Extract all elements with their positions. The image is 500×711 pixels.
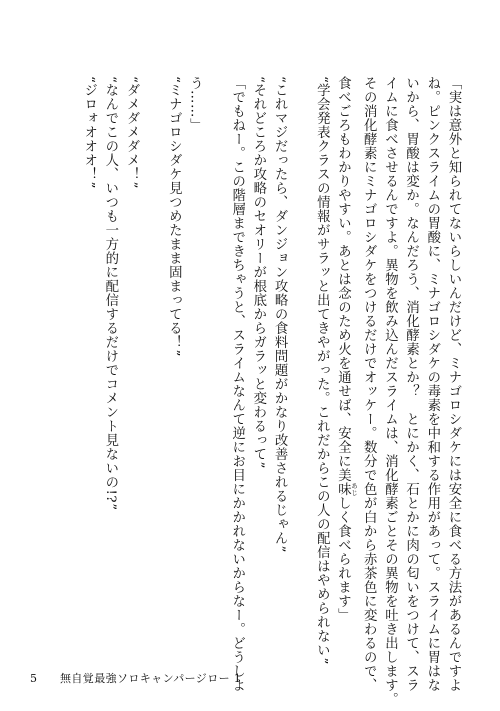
text-line: “それどころか攻略のセオリーが根底からガラッと変わるって” [250, 76, 266, 469]
ruby-reading: あじ [349, 482, 358, 496]
text-line: “ダメダメダメ！” [124, 76, 140, 189]
text-segment: 食べごろもわかりやすい。あとは念のため火を通せば、安全に美 [335, 76, 351, 482]
text-line: その消化酵素にミナゴロシダケをつけるだけでオッケー。数分で色が白から赤茶色に変わるので、 [361, 76, 377, 692]
ruby-base: 味 [335, 482, 351, 496]
text-line: イムに食べさせるんですよ。異物を飲み込んだスライムは、消化酵素ごとその異物を吐き出します。 [382, 76, 398, 706]
text-segment: しく食べられます」 [335, 496, 351, 622]
text-line [332, 76, 358, 676]
text-line: “なんでこの人、いつも一方的に配信するだけでコメント見ないの!?” [102, 76, 118, 511]
text-line: “これマジだったら、ダンジョン攻略の食料問題がかなり改善されるじゃん” [272, 76, 288, 553]
text-line: “学会発表クラスの情報がサラッと出てきやがった。これだからこの人の配信はやめられない” [314, 76, 330, 665]
text-line: 「実は意外と知られてないらしいんだけど、ミナゴロシダケには安全に食べる方法があるんですよ [446, 76, 461, 692]
text-line: う……」 [187, 76, 203, 132]
text-line: “ジロォオオオ！” [81, 76, 97, 189]
text-line: “ミナゴロシダケ見つめたまま固まってる！” [166, 76, 182, 357]
text-line: いから、胃酸は変か。なんだろう、消化酵素とか？ とにかく、石とかに肉の匂いをつけて、スラ [403, 76, 419, 692]
ruby-annotated-word [335, 482, 358, 496]
running-title: 無自覚最強ソロキャンパージロー 1 [60, 672, 242, 685]
page-footer [30, 670, 241, 686]
page-number: 5 [30, 672, 38, 685]
text-line: 「でもねー。この階層まできちゃうと、スライムなんて逆にお目にかかれないからなー。どうしよ [229, 76, 245, 692]
text-line: ね。ピンクスライムの胃酸に、ミナゴロシダケの毒素を中和する作用があって。スライムに胃はな [424, 76, 440, 692]
